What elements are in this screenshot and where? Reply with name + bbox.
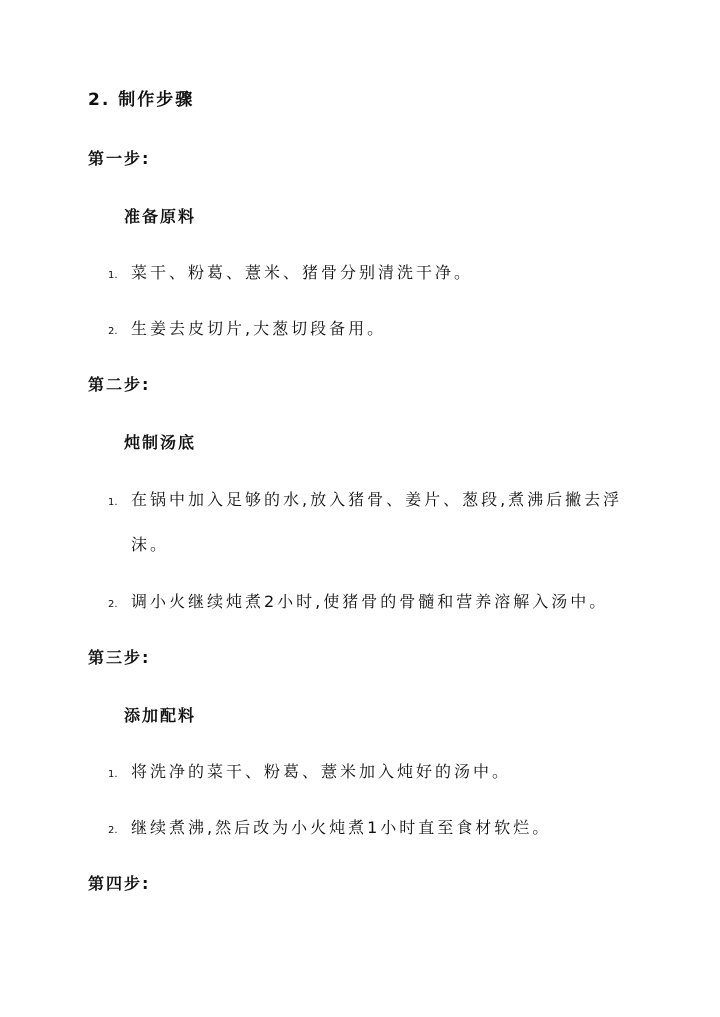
list-item-number: 2.: [108, 326, 118, 337]
section-title: 2. 制作步骤: [88, 90, 195, 110]
list-item-text: 继续煮沸,然后改为小火炖煮1小时直至食材软烂。: [131, 818, 552, 837]
list-item: [108, 489, 648, 567]
list-item-number: 1.: [108, 497, 118, 508]
list-item: [108, 817, 648, 839]
list-item: [108, 591, 648, 613]
step-2-heading: 第二步:: [88, 375, 151, 394]
list-item-number: 2.: [108, 599, 118, 610]
step-3-heading: 第三步:: [88, 648, 151, 667]
step-2-subheading: 炖制汤底: [124, 433, 197, 452]
list-item-text: 生姜去皮切片,大葱切段备用。: [131, 319, 387, 338]
list-item-number: 2.: [108, 825, 118, 836]
step-1-subheading: 准备原料: [124, 207, 197, 226]
list-item-number: 1.: [108, 769, 118, 780]
list-item: [108, 262, 648, 284]
list-item: [108, 761, 648, 783]
list-item-number: 1.: [108, 270, 118, 281]
list-item-text: 调小火继续炖煮2小时,使猪骨的骨髓和营养溶解入汤中。: [131, 592, 609, 611]
list-item-text: 菜干、粉葛、薏米、猪骨分别清洗干净。: [131, 263, 474, 282]
list-item: [108, 318, 648, 340]
step-4-heading: 第四步:: [88, 874, 151, 893]
step-1-heading: 第一步:: [88, 149, 151, 168]
list-item-text: 在锅中加入足够的水,放入猪骨、姜片、葱段,煮沸后撇去浮沫。: [131, 490, 623, 554]
list-item-text: 将洗净的菜干、粉葛、薏米加入炖好的汤中。: [131, 762, 512, 781]
step-3-subheading: 添加配料: [124, 706, 197, 725]
